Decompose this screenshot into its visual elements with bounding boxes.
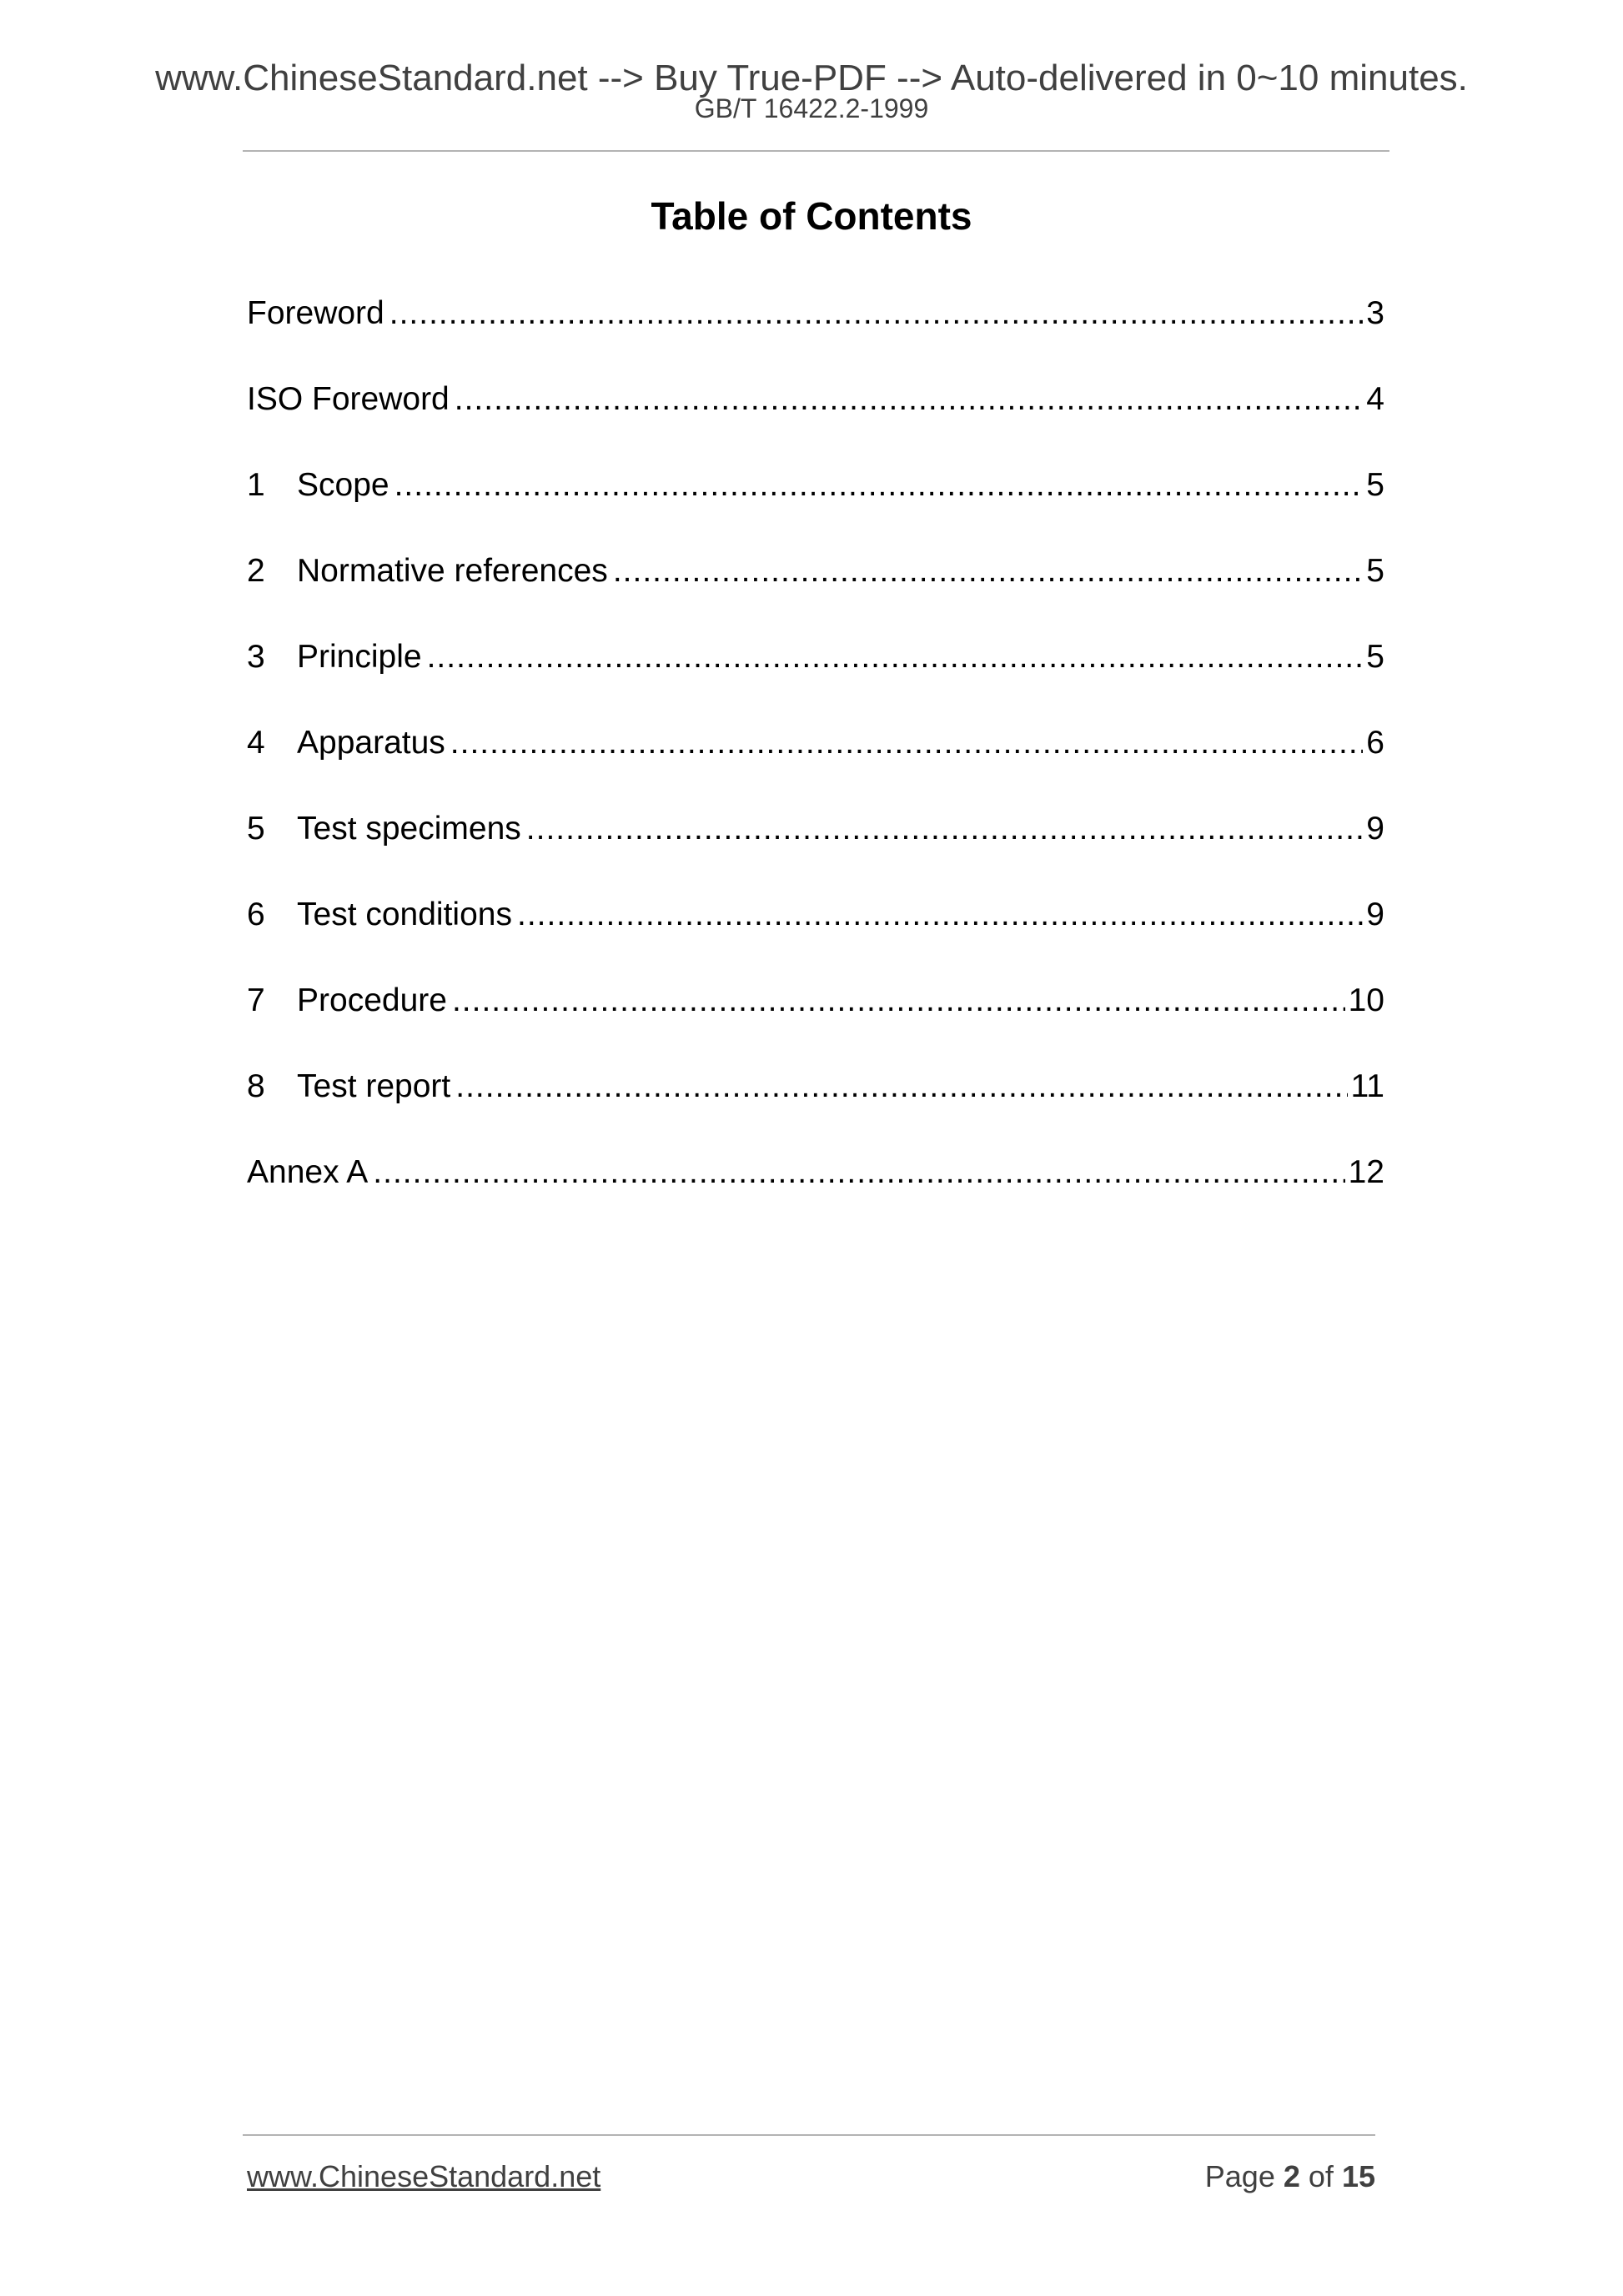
total-pages-number: 15 (1341, 2159, 1375, 2193)
toc-leader-dots (455, 1067, 1347, 1107)
toc-entry-page: 5 (1366, 467, 1384, 503)
toc-entry-apparatus[interactable] (247, 723, 1384, 763)
toc-entry-page: 5 (1366, 639, 1384, 675)
toc-entry-number: 2 (247, 553, 265, 589)
toc-entry-page: 9 (1366, 897, 1384, 932)
toc-entry-label: Annex A (247, 1154, 369, 1190)
toc-entry-foreword[interactable] (247, 294, 1384, 334)
toc-title: Table of Contents (651, 194, 972, 238)
toc-entry-page: 4 (1366, 381, 1384, 417)
toc-leader-dots (427, 637, 1364, 677)
toc-leader-dots (526, 809, 1364, 849)
toc-leader-dots (452, 981, 1345, 1021)
toc-entry-procedure[interactable] (247, 981, 1384, 1021)
toc-entry-normative-references[interactable] (247, 551, 1384, 591)
toc-entry-test-conditions[interactable] (247, 895, 1384, 935)
toc-entry-page: 3 (1366, 295, 1384, 331)
toc-entry-test-report[interactable] (247, 1067, 1384, 1107)
header-divider (243, 150, 1389, 152)
toc-entry-label: Apparatus (297, 725, 445, 761)
toc-entry-label: Test specimens (297, 811, 521, 847)
toc-entry-number: 5 (247, 811, 265, 847)
toc-entry-page: 5 (1366, 553, 1384, 589)
toc-entry-scope[interactable] (247, 465, 1384, 505)
toc-entry-label: Scope (297, 467, 389, 503)
footer-divider (243, 2134, 1375, 2136)
toc-leader-dots (394, 465, 1364, 505)
toc-leader-dots (613, 551, 1363, 591)
toc-entry-number: 6 (247, 897, 265, 932)
toc-entry-label: Test report (297, 1068, 451, 1104)
page-indicator (1205, 2158, 1375, 2194)
toc-entry-test-specimens[interactable] (247, 809, 1384, 849)
purchase-banner: www.ChineseStandard.net --> Buy True-PDF --> Auto-delivered in 0~10 minutes. (155, 58, 1468, 98)
toc-leader-dots (455, 379, 1364, 420)
toc-entry-label: ISO Foreword (247, 381, 450, 417)
toc-entry-label: Normative references (297, 553, 608, 589)
toc-entry-number: 3 (247, 639, 265, 675)
toc-leader-dots (450, 723, 1364, 763)
toc-entry-number: 7 (247, 982, 265, 1018)
toc-entry-number: 8 (247, 1068, 265, 1104)
toc-entry-iso-foreword[interactable] (247, 379, 1384, 420)
toc-leader-dots (373, 1153, 1344, 1193)
toc-entry-label: Principle (297, 639, 422, 675)
toc-entry-label: Test conditions (297, 897, 512, 932)
current-page-number: 2 (1283, 2159, 1300, 2193)
toc-entry-number: 1 (247, 467, 265, 503)
toc-entry-page: 11 (1350, 1068, 1384, 1104)
document-code: GB/T 16422.2-1999 (694, 93, 929, 123)
toc-entry-label: Procedure (297, 982, 447, 1018)
page-of-label: of (1308, 2159, 1334, 2193)
toc-leader-dots (389, 294, 1364, 334)
toc-entry-page: 12 (1348, 1154, 1384, 1190)
toc-leader-dots (517, 895, 1363, 935)
toc-entry-page: 6 (1366, 725, 1384, 761)
toc-entry-label: Foreword (247, 295, 384, 331)
footer-website-link[interactable]: www.ChineseStandard.net (247, 2159, 601, 2193)
toc-entry-page: 10 (1348, 982, 1384, 1018)
toc-entry-page: 9 (1366, 811, 1384, 847)
toc-entry-principle[interactable] (247, 637, 1384, 677)
page-prefix: Page (1204, 2159, 1275, 2193)
toc-entry-number: 4 (247, 725, 265, 761)
toc-entry-annex-a[interactable] (247, 1153, 1384, 1193)
